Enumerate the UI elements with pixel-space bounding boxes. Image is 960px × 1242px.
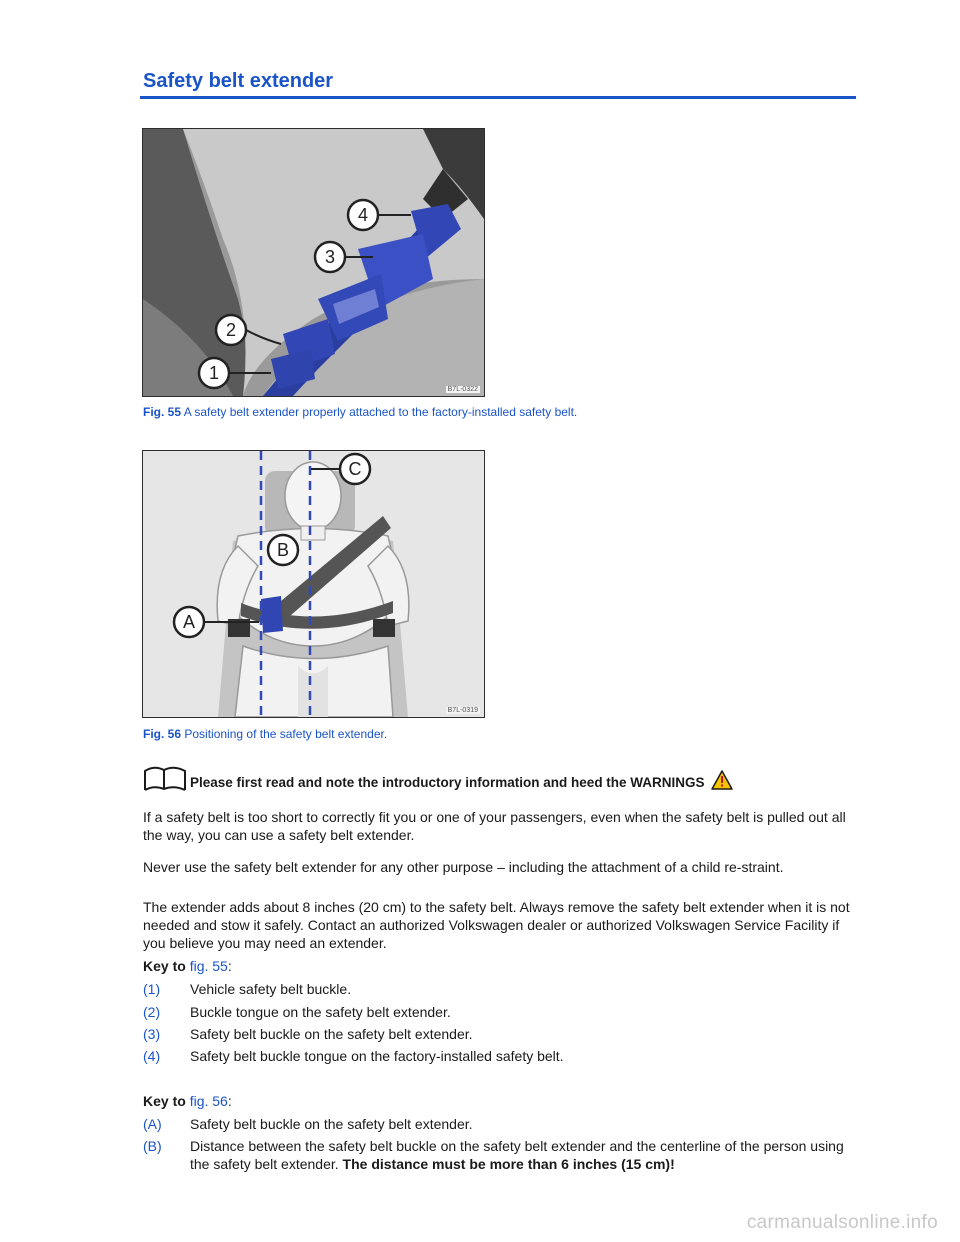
figure-55-caption xyxy=(143,405,577,419)
warning-triangle-icon xyxy=(711,770,733,790)
callout-1: 1 xyxy=(208,363,220,383)
fig55-link[interactable]: fig. 55 xyxy=(189,958,228,974)
paragraph-extender-length: The extender adds about 8 inches (20 cm) to the safety belt. Always remove the safety belt extender when it is not needed and stow it safely. Contact an authorized Volkswagen dealer or authorized Volkswagen Service Facility if you believe you may need an extender. xyxy=(143,899,850,951)
callout-2: 2 xyxy=(225,320,237,340)
title-underline xyxy=(140,96,856,99)
watermark: carmanualsonline.info xyxy=(746,1212,938,1233)
key-heading-fig55: Key to fig. 55: xyxy=(143,958,232,974)
list-item: (1) Vehicle safety belt buckle. xyxy=(143,981,352,997)
figure-caption-text: A safety belt extender properly attached to the factory-installed safety belt. xyxy=(183,405,578,419)
open-book-icon xyxy=(142,764,188,792)
callout-4: 4 xyxy=(357,205,369,225)
figure-code: B7L-0319 xyxy=(447,707,478,714)
list-item: (A) Safety belt buckle on the safety belt extender. xyxy=(143,1116,473,1132)
fig56-link[interactable]: fig. 56 xyxy=(189,1093,228,1109)
figure-56-caption xyxy=(143,727,387,741)
callout-c: C xyxy=(348,459,362,479)
figure-56-image xyxy=(142,450,485,718)
figure-number: Fig. 56 xyxy=(143,727,182,741)
list-item: (B) Distance between the safety belt buckle on the safety belt extender and the centerline of the person using the safety belt extender. The distance must be more than 6 inches (15 cm)! xyxy=(143,1138,844,1172)
callout-b: B xyxy=(276,540,290,560)
list-item: (3) Safety belt buckle on the safety belt extender. xyxy=(143,1026,473,1042)
page-title: Safety belt extender xyxy=(143,70,334,92)
callout-a: A xyxy=(182,612,196,632)
figure-code: B7L-0322 xyxy=(447,386,478,393)
key-heading-fig56: Key to fig. 56: xyxy=(143,1093,232,1109)
figure-number: Fig. 55 xyxy=(143,405,182,419)
paragraph-never-use: Never use the safety belt extender for any other purpose – including the attachment of a child re-straint. xyxy=(143,859,784,875)
paragraph-short-belt: If a safety belt is too short to correctly fit you or one of your passengers, even when the safety belt is pulled out all the way, you can use a safety belt extender. xyxy=(143,809,846,843)
list-item: (4) Safety belt buckle tongue on the factory-installed safety belt. xyxy=(143,1048,564,1064)
list-item: (2) Buckle tongue on the safety belt extender. xyxy=(143,1004,451,1020)
intro-note-text: Please first read and note the introductory information and heed the WARNINGS xyxy=(190,775,705,790)
intro-note xyxy=(142,762,733,792)
distance-warning: The distance must be more than 6 inches (15 cm)! xyxy=(342,1156,675,1172)
callout-3: 3 xyxy=(324,247,336,267)
figure-caption-text: Positioning of the safety belt extender. xyxy=(184,727,388,741)
figure-55-image xyxy=(142,128,485,397)
